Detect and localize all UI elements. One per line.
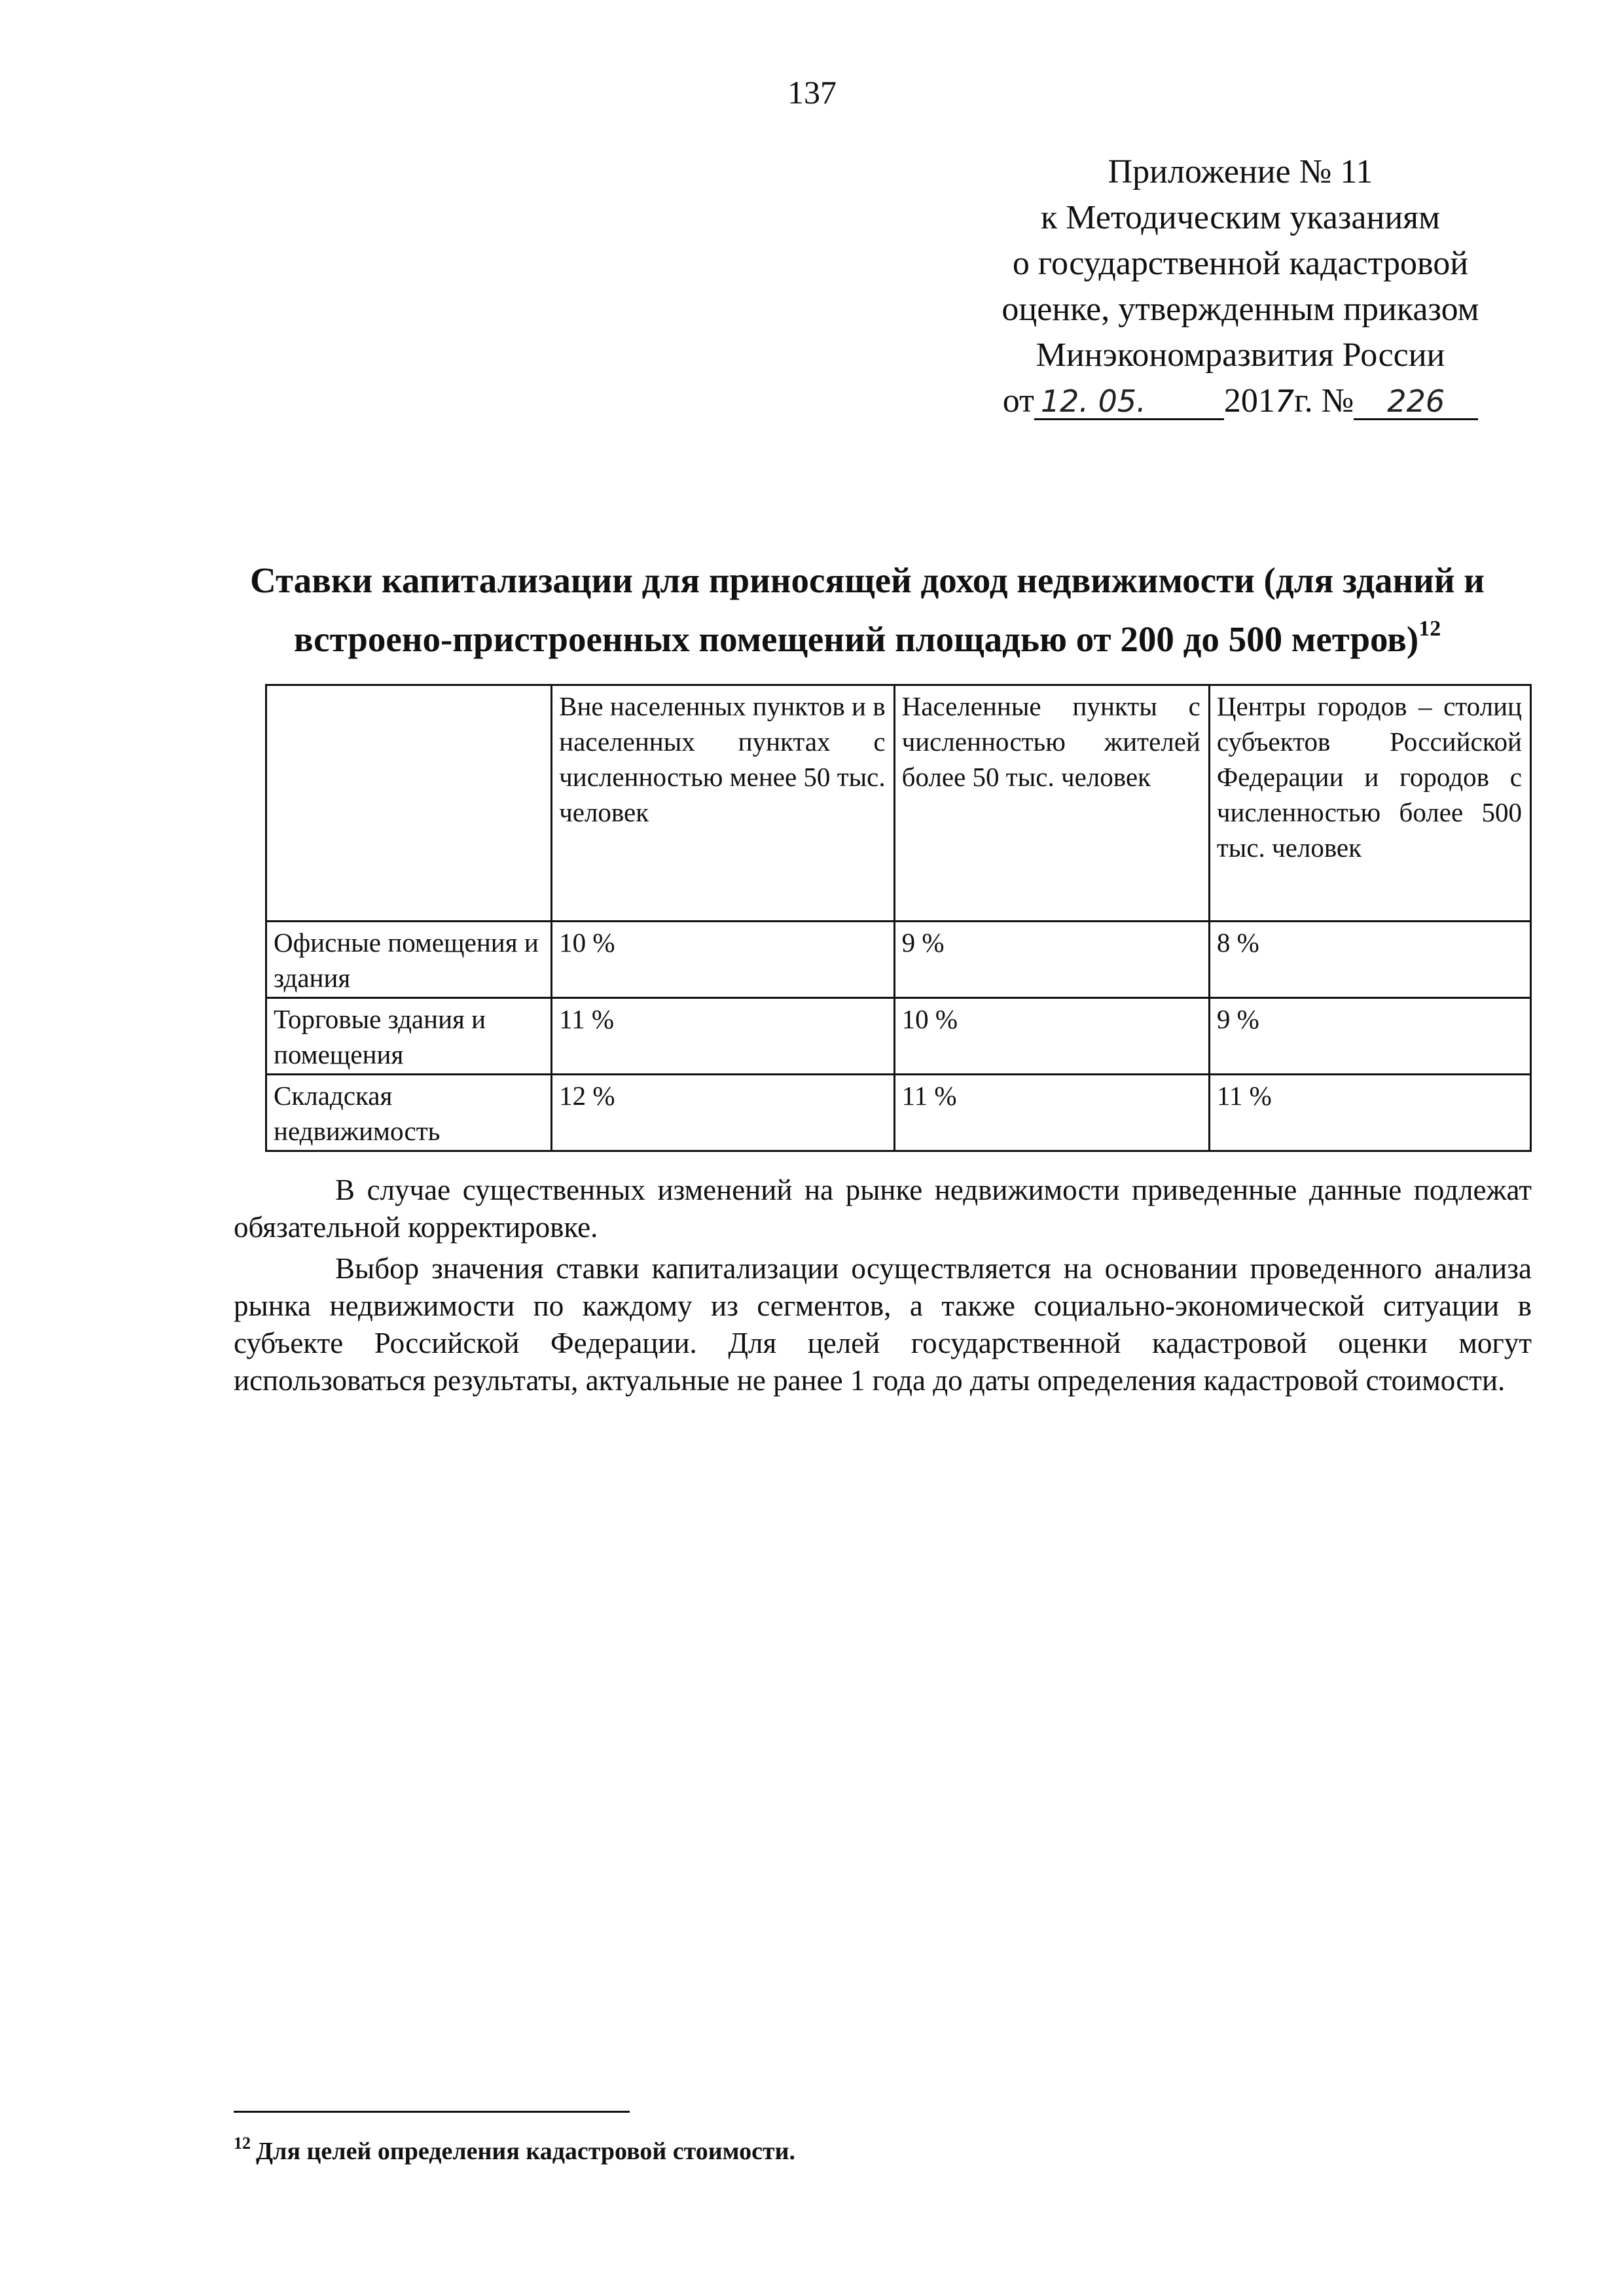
- appendix-line-5: Минэкономразвития России: [1036, 336, 1445, 374]
- page-number: 137: [787, 74, 837, 111]
- appendix-line-3: о государственной кадастровой: [1012, 245, 1469, 282]
- rate-cell: 12 %: [552, 1075, 894, 1151]
- header-cell-settlements-over-50k: Населенные пункты с численностью жителей более 50 тыс. человек: [894, 685, 1209, 922]
- appendix-block: [903, 149, 1578, 424]
- title-text: Ставки капитализации для приносящей доход недвижимости (для зданий и встроено-пристроенных помещений площадью от 200 до 500 метров): [249, 560, 1485, 659]
- table-row: [266, 998, 1531, 1075]
- rate-cell: 11 %: [552, 998, 894, 1075]
- document-title: [216, 556, 1519, 664]
- rate-cell: 10 %: [894, 998, 1209, 1075]
- title-footnote-ref: 12: [1418, 617, 1441, 641]
- header-cell-empty: [266, 685, 552, 922]
- table-row: [266, 1075, 1531, 1151]
- footnote-marker: 12: [234, 2134, 251, 2153]
- rate-cell: 10 %: [552, 922, 894, 998]
- year-prefix: 201: [1223, 382, 1275, 420]
- footnote-text: Для целей определения кадастровой стоимости.: [256, 2138, 795, 2165]
- row-label: Офисные помещения и здания: [266, 922, 552, 998]
- handwritten-year-digit: 7: [1274, 384, 1295, 419]
- table-header-row: [266, 685, 1531, 922]
- rate-cell: 8 %: [1209, 922, 1530, 998]
- handwritten-order-number: 226: [1354, 384, 1478, 420]
- footnote: [234, 2127, 1477, 2168]
- rate-cell: 9 %: [894, 922, 1209, 998]
- table-row: [266, 922, 1531, 998]
- rate-cell: 11 %: [1209, 1075, 1530, 1151]
- order-date-line: [903, 378, 1578, 424]
- header-cell-regional-capitals: Центры городов – столиц субъектов Российской Федерации и городов с численностью более 500 тыс. человек: [1209, 685, 1530, 922]
- date-prefix: от: [1002, 382, 1034, 420]
- appendix-line-4: оценке, утвержденным приказом: [1001, 291, 1479, 328]
- capitalization-rates-table: [265, 684, 1532, 1152]
- year-suffix: г. №: [1294, 382, 1354, 420]
- row-label: Складская недвижимость: [266, 1075, 552, 1151]
- paragraph-2: Выбор значения ставки капитализации осуществляется на основании проведенного анализа рынка недвижимости по каждому из сегментов, а также социально-экономической ситуации в субъекте Российской Федерации. Для целей государственной кадастровой оценки могут использоваться результаты, актуальные не ранее 1 года до даты определения кадастровой стоимости.: [234, 1252, 1532, 1397]
- header-cell-small-settlements: Вне населенных пунктов и в населенных пунктах с численностью менее 50 тыс. человек: [552, 685, 894, 922]
- paragraph-1: В случае существенных изменений на рынке недвижимости приведенные данные подлежат обязательной корректировке.: [234, 1174, 1532, 1244]
- rate-cell: 9 %: [1209, 998, 1530, 1075]
- rate-cell: 11 %: [894, 1075, 1209, 1151]
- appendix-line-2: к Методическим указаниям: [1041, 199, 1440, 236]
- footnote-divider: [234, 2111, 630, 2113]
- body-text: [234, 1172, 1532, 1403]
- row-label: Торговые здания и помещения: [266, 998, 552, 1075]
- handwritten-date: 12. 05.: [1034, 384, 1224, 420]
- appendix-line-1: Приложение № 11: [1108, 153, 1373, 190]
